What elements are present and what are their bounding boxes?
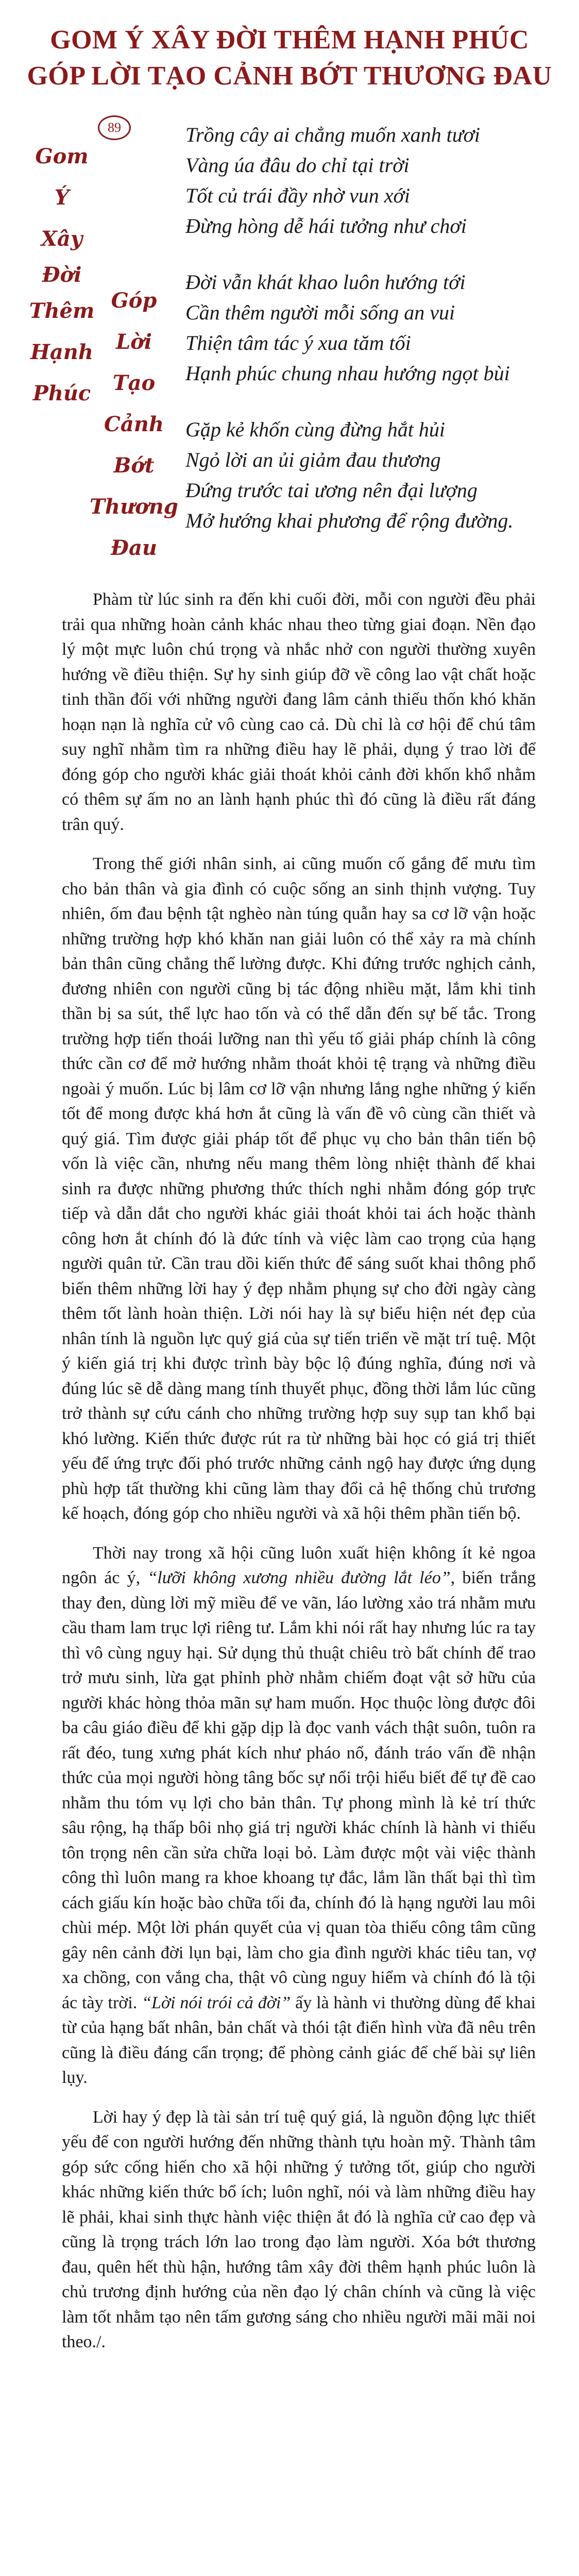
calligraphy-word: Đời	[42, 263, 82, 287]
title-line-1: GOM Ý XÂY ĐỜI THÊM HẠNH PHÚC	[50, 25, 529, 55]
poem-line: Gặp kẻ khốn cùng đừng hắt hủi	[185, 418, 445, 441]
quoted-saying: “Lời nói trói cả đời”	[142, 1993, 291, 2012]
calligraphy-word: Xây	[41, 227, 83, 251]
calligraphy-word: Bớt	[113, 453, 155, 478]
poem-line: Đời vẫn khát khao luôn hướng tới	[185, 270, 466, 294]
poem-line: Mở hướng khai phương để rộng đường.	[185, 509, 514, 532]
poem-line: Ngỏ lời an ủi giảm đau thương	[185, 448, 441, 471]
page-number-badge: 89	[98, 115, 131, 140]
poem-line: Cần thêm người mỗi sống an vui	[185, 301, 455, 324]
poem-line: Thiện tâm tác ý xua tăm tối	[185, 331, 411, 354]
poem-stanza	[185, 414, 567, 536]
calligraphy-word: Góp	[111, 289, 157, 313]
paragraph: Lời hay ý đẹp là tài sản trí tuệ quý giá, là nguồn động lực thiết yếu để con người hướng đến những thành tựu hoàn mỹ. Thành tâm góp sức cống hiến cho xã hội những ý tưởng tốt, giúp cho người khác những kiến thức bổ ích; luôn nghĩ, nói và làm những điều hay lẽ phải, khai sinh thực hành việc thiện ắt đó là nghĩa cử cao đẹp và cũng là trọng trách lớn lao trong đạo làm người. Xóa bớt thương đau, quên hết thù hận, hướng tâm xây đời thêm hạnh phúc luôn là chủ trương định hướng của nền đạo lý chân chính và cũng là việc làm tốt nhằm tạo nên tấm gương sáng cho nhiều người mãi mãi noi theo./.	[62, 2107, 536, 2351]
poem-line: Đứng trước tai ương nên đại lượng	[185, 479, 478, 502]
calligraphy-word: Cảnh	[104, 412, 164, 436]
calligraphy-word: Tạo	[112, 371, 156, 395]
title-line-2: GÓP LỜI TẠO CẢNH BỚT THƯƠNG ĐAU	[27, 61, 552, 91]
paragraph: Phàm từ lúc sinh ra đến khi cuối đời, mỗi con người đều phải trải qua những hoàn cảnh khác nhau theo từng giai đoạn. Nền đạo lý một mực luôn chú trọng và nhắc nhở con người thường xuyên hướng về điều thiện. Sự hy sinh giúp đỡ về công lao vật chất hoặc tinh thần đối với những người đang lâm cảnh thiếu thốn khó khăn hoạn nạn là nghĩa cử vô cùng cao cả. Dù chỉ là cơ hội để chú tâm suy nghĩ nhằm tìm ra những điều hay lẽ phải, dụng ý trao lời để đóng góp cho người khác giải thoát khỏi cảnh đời khốn khổ nhằm có thêm sự ấm no an lành hạnh phúc thì đó cũng là điều rất đáng trân quý.	[62, 590, 536, 834]
poem-stanza	[185, 120, 567, 241]
calligraphy-word: Thương	[90, 495, 178, 519]
poem-line: Hạnh phúc chung nhau hướng ngọt bùi	[185, 362, 510, 385]
poem-line: Vàng úa đâu do chỉ tại trời	[185, 154, 410, 177]
poem-line: Trồng cây ai chẳng muốn xanh tươi	[185, 123, 481, 146]
calligraphy-word: Thêm	[29, 299, 95, 323]
calligraphy-word: Lời	[116, 330, 152, 354]
calligraphy-word: Hạnh	[30, 340, 93, 364]
calligraphy-word: Ý	[54, 185, 70, 210]
paragraph-text: Thời nay trong xã hội cũng luôn xuất hiện không ít kẻ ngoa ngôn ác ý,	[62, 1543, 536, 1587]
quoted-saying: “lưỡi không xương nhiều đường lắt léo”	[147, 1568, 451, 1587]
poem-line: Đừng hòng dễ hái tưởng như chơi	[185, 214, 467, 238]
calligraphy-word: Gom	[35, 144, 89, 168]
poem-stanza	[185, 267, 567, 388]
paragraph: Trong thế giới nhân sinh, ai cũng muốn cố gắng để mưu tìm cho bản thân và gia đình có cuộc sống an sinh thịnh vượng. Tuy nhiên, ốm đau bệnh tật nghèo nàn túng quẫn hay sa cơ lỡ vận hoặc những trường hợp khó khăn nan giải luôn có thể xảy ra mà chính bản thân cũng chẳng thể lường được. Khi đứng trước nghịch cảnh, đương nhiên con người cũng bị tác động nhiều mặt, lắm khi tinh thần bị sa sút, thể lực hao tốn và có thể dẫn đến sự bế tắc. Trong trường hợp tiến thoái lưỡng nan thì yếu tố giải pháp chính là công thức cần cơ để mở hướng nhằm thoát khỏi tệ trạng và những điều ngoài ý muốn. Lúc bị lâm cơ lỡ vận nhưng lắng nghe những ý kiến tốt để mong được khá hơn ắt cũng là vấn đề vô cùng cần thiết và quý giá. Tìm được giải pháp tốt để phục vụ cho bản thân tiến bộ vốn là việc cần, nhưng nếu mang thêm lòng nhiệt thành để khai sinh ra được những phương thức thích nghi nhằm đóng góp trực tiếp và dẫn dắt cho người khác giải thoát khỏi tai ách hoặc thành công hơn ắt chính đó là đức tính và việc làm cao trọng của hạng người quân tử. Cần trau dồi kiến thức để sáng suốt khai thông phổ biến thêm những lời hay ý đẹp nhằm phụng sự cho đời ngày càng thêm tốt lành hoàn thiện. Lời nói hay là sự biểu hiện nét đẹp của nhân tính là nguồn lực quý giá của sự tiến triển về mặt trí tuệ. Một ý kiến giá trị khi được trình bày bộc lộ đúng nghĩa, đúng nơi và đúng lúc sẽ dễ dàng mang tính thuyết phục, đồng thời lắm lúc cũng trở thành sự cứu cánh cho những trường hợp suy sụp tan khổ bại khó lường. Kiến thức được rút ra từ những bài học có giá trị thiết yếu để ứng trực đối phó trước những cảnh ngộ hay được ứng dụng phù hợp tất thường khi cũng làm thay đổi cả hệ thống chủ trương kế hoạch, đóng góp cho nhiều người và xã hội thêm phần tiến bộ.	[62, 854, 536, 1523]
paragraph-text: , biến trắng thay đen, dùng lời mỹ miều để ve vãn, láo lường xảo trá nhằm mưu cầu tham lam trục lợi riêng tư. Lắm khi nói rất hay nhưng lúc ra tay thì vô cùng nguy hại. Sử dụng thủ thuật chiêu trò bất chính để trao trở mưu sinh, lừa gạt phỉnh phờ nhằm chiếm đoạt vật sở hữu của người khác hòng thỏa mãn sự ham muốn. Học thuộc lòng được đôi ba câu giáo điều để khi gặp dịp là đọc vanh vách thật suôn, tuôn ra rất đéo, tung xưng phát kích như pháo nổ, đánh tráo vấn đề nhận thức của mọi người hòng tâng bốc sự nổi trội hiểu biết để tự đề cao nhằm thu tóm vụ lợi cho bản thân. Tự phong mình là kẻ trí thức sâu rộng, hạ thấp bôi nhọ giá trị người khác chính là hành vi thiếu tôn trọng nên cần sửa chữa loại bỏ. Làm được một vài việc thành công thì luôn mang ra khoe khoang tự đắc, lắm lần thất bại thì tìm cách giấu kín hoặc bào chữa tối đa, chính đó là hạng người lau môi chùi mép. Một lời phán quyết của vị quan tòa thiếu công tâm cũng gây nên cảnh đời lụn bại, làm cho gia đình người khác tiêu tan, vợ xa chồng, con vắng cha, thật vô cùng nguy hiểm và chính đó là tội ác tày trời.	[62, 1568, 536, 2012]
poem	[185, 120, 567, 562]
article-body	[62, 587, 536, 2369]
calligraphy-word: Phúc	[32, 381, 91, 405]
paragraph	[62, 1541, 536, 2091]
poem-line: Tốt củ trái đầy nhờ vun xới	[185, 184, 410, 207]
paragraph-text: ấy là hành vi thường dùng để khai từ của hạng bất nhân, bản chất và thói tật điển hình vừa đã nêu trên cũng là điều đáng cẩn trọng; để phòng cảnh giác để chế bài sự liên lụy.	[62, 1993, 536, 2087]
calligraphy-word: Đau	[111, 536, 157, 560]
